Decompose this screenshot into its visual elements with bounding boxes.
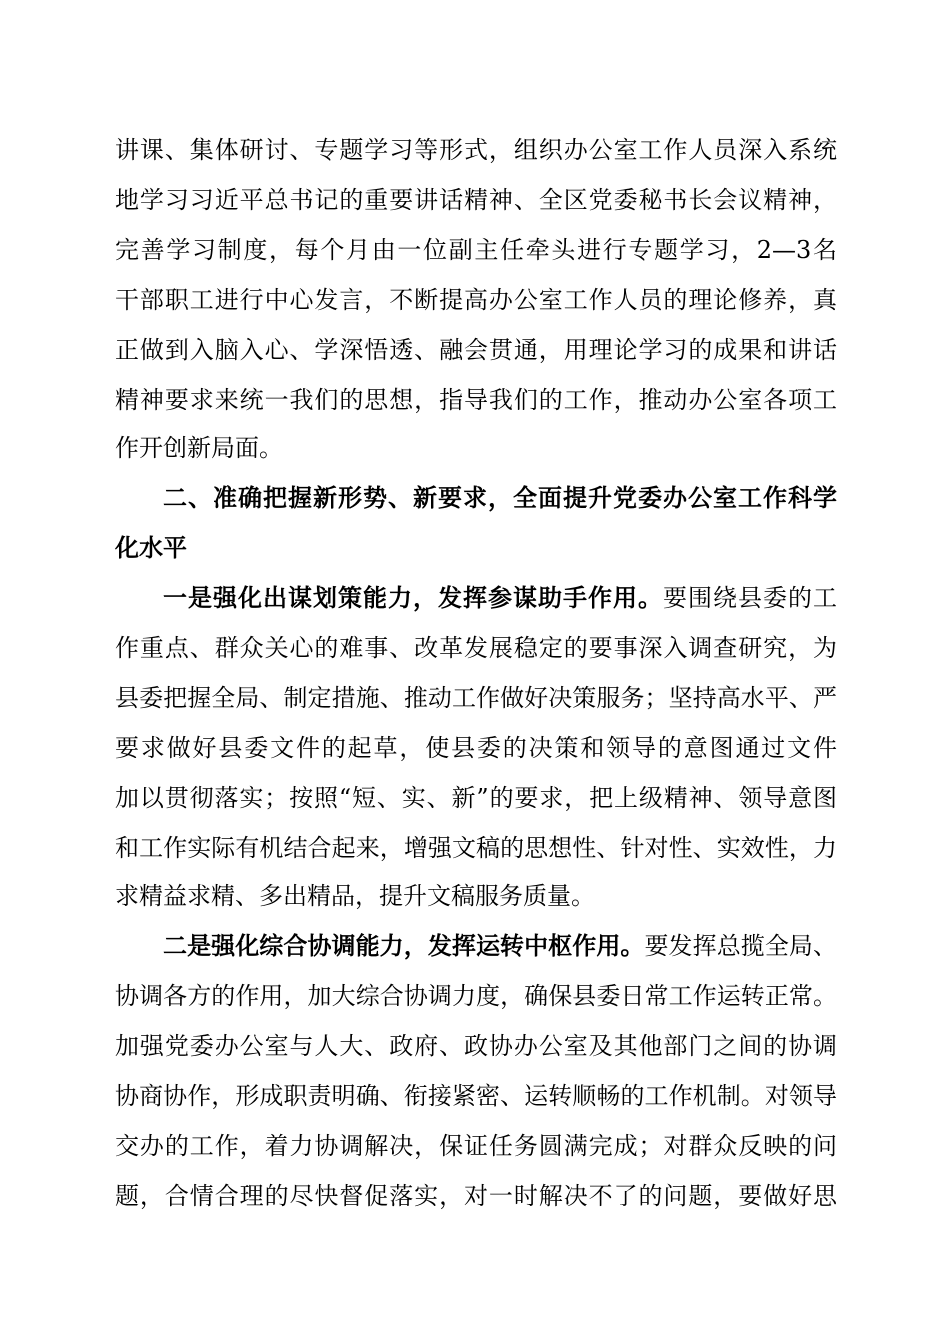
paragraph-first-line xyxy=(163,931,837,961)
section-heading: 化水平 xyxy=(115,533,187,562)
body-line: 求精益求精、多出精品，提升文稿服务质量。 xyxy=(115,882,595,910)
point-text: 要围绕县委的工 xyxy=(663,584,837,612)
body-line: 作开创新局面。 xyxy=(115,434,283,462)
body-line: 协商协作，形成职责明确、衔接紧密、运转顺畅的工作机制。对领导 xyxy=(115,1082,837,1110)
point-lead: 二是强化综合协调能力，发挥运转中枢作用。 xyxy=(163,931,645,960)
body-line: 要求做好县委文件的起草，使县委的决策和领导的意图通过文件 xyxy=(115,734,837,762)
body-line: 作重点、群众关心的难事、改革发展稳定的要事深入调查研究，为 xyxy=(115,634,837,662)
body-line: 加以贯彻落实；按照“短、实、新”的要求，把上级精神、领导意图 xyxy=(115,784,837,812)
paragraph-first-line xyxy=(163,583,837,613)
body-line: 正做到入脑入心、学深悟透、融会贯通，用理论学习的成果和讲话 xyxy=(115,336,837,364)
body-line: 完善学习制度，每个月由一位副主任牵头进行专题学习，2—3名 xyxy=(115,236,837,264)
body-line: 题，合情合理的尽快督促落实，对一时解决不了的问题，要做好思 xyxy=(115,1182,837,1210)
body-line: 交办的工作，着力协调解决，保证任务圆满完成；对群众反映的问 xyxy=(115,1132,837,1160)
body-line: 讲课、集体研讨、专题学习等形式，组织办公室工作人员深入系统 xyxy=(115,136,837,164)
body-line: 精神要求来统一我们的思想，指导我们的工作，推动办公室各项工 xyxy=(115,386,837,414)
body-line: 地学习习近平总书记的重要讲话精神、全区党委秘书长会议精神， xyxy=(115,186,837,214)
body-line: 协调各方的作用，加大综合协调力度，确保县委日常工作运转正常。 xyxy=(115,982,837,1010)
point-lead: 一是强化出谋划策能力，发挥参谋助手作用。 xyxy=(163,583,663,612)
body-line: 和工作实际有机结合起来，增强文稿的思想性、针对性、实效性，力 xyxy=(115,834,837,862)
point-text: 要发挥总揽全局、 xyxy=(644,932,838,960)
section-heading: 二、准确把握新形势、新要求，全面提升党委办公室工作科学 xyxy=(163,483,837,512)
body-line: 干部职工进行中心发言，不断提高办公室工作人员的理论修养，真 xyxy=(115,286,837,314)
body-line: 县委把握全局、制定措施、推动工作做好决策服务；坚持高水平、严 xyxy=(115,684,837,712)
body-line: 加强党委办公室与人大、政府、政协办公室及其他部门之间的协调 xyxy=(115,1032,837,1060)
